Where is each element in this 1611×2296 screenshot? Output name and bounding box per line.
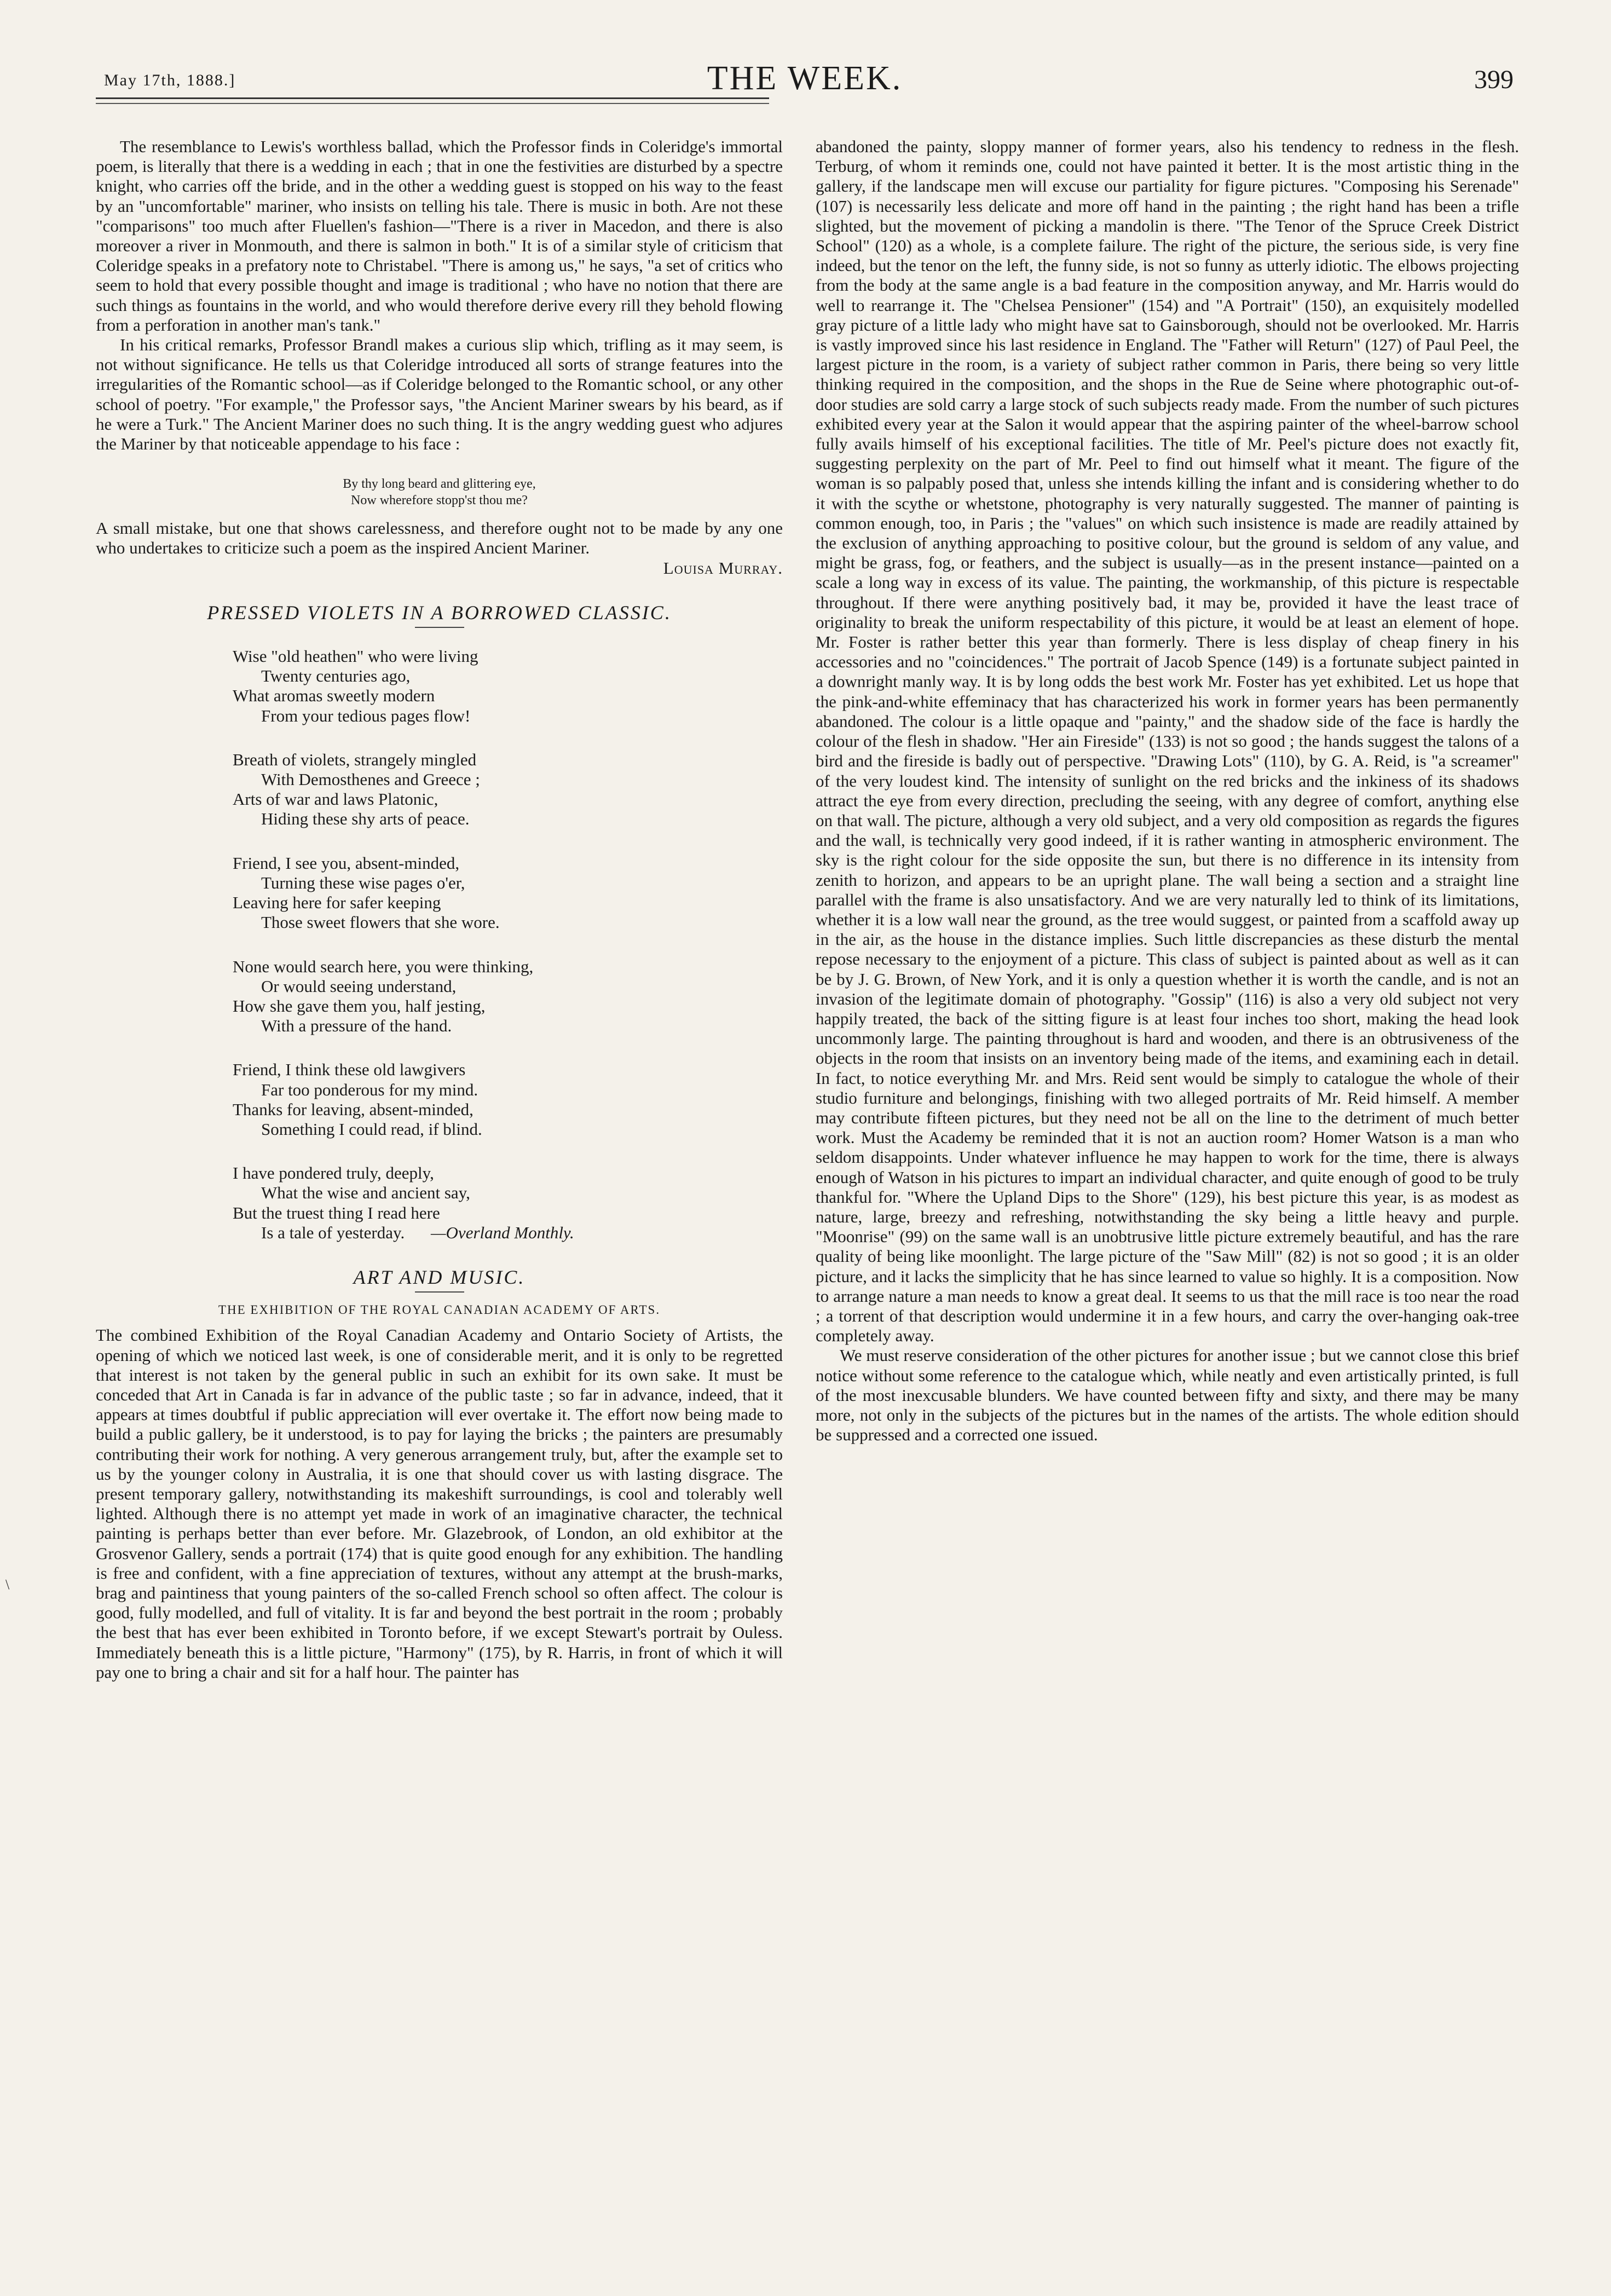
poem-line: Arts of war and laws Platonic, [233, 789, 438, 809]
poem-title: PRESSED VIOLETS IN A BORROWED CLASSIC. [207, 601, 672, 624]
poem-line: Friend, I see you, absent-minded, [233, 853, 460, 873]
poem-line: Twenty centuries ago, [261, 666, 411, 686]
poem-line: Something I could read, if blind. [261, 1119, 482, 1139]
masthead-title: THE WEEK. [707, 60, 903, 97]
header-rule-thin [96, 103, 769, 104]
poem-line: But the truest thing I read here [233, 1203, 440, 1222]
section-title: ART AND MUSIC. [353, 1266, 526, 1288]
signature-line [96, 558, 783, 578]
paragraph-text: A small mistake, but one that shows carelessness, and therefore ought not to be made by any one who undertakes to criticize such a poem as the inspired Ancient Mariner. [96, 518, 783, 558]
poem-line: Wise "old heathen" who were living [233, 647, 478, 666]
stanza [233, 750, 783, 829]
poem [233, 647, 783, 1243]
divider [415, 1291, 464, 1293]
poem-line: What the wise and ancient say, [261, 1183, 470, 1203]
quote-line: By thy long beard and glittering eye, [343, 477, 536, 492]
page-header [96, 59, 1514, 103]
block-quote [96, 476, 783, 509]
art-paragraph: The combined Exhibition of the Royal Canadian Academy and Ontario Society of Artists, the opening of which we noticed last week, is one of considerable merit, and it is only to be regretted that interest is not taken by the general public in such an exhibit for its own sake. It must be conceded that Art in Canada is far in advance of the public taste ; so far in advance, indeed, that it appears at times doubtful if public appreciation will ever overtake it. The effort now being made to build a public gallery, be it understood, is to pay for laying the bricks ; the painters are presumably contributing their work for nothing. A very generous arrangement truly, but, after the example set to us by the younger colony in Australia, it is one that should cover us with lasting disgrace. The present temporary gallery, notwithstanding its makeshift surroundings, is cool and tolerably well lighted. Although there is no attempt yet made in work of an imaginative character, the technical painting is perhaps better than ever before. Mr. Glazebrook, of London, an old exhibitor at the Grosvenor Gallery, sends a portrait (174) that is quite good enough for any exhibition. The handling is free and confident, with a fine appreciation of textures, without any attempt at the brush-marks, brag and paintiness that young painters of the so-called French school so often affect. The colour is good, fully modelled, and full of vitality. It is far and beyond the best portrait in the room ; probably the best that has ever been exhibited in Toronto before, if we except Stewart's portrait by Ouless. Immediately beneath this is a little picture, "Harmony" (175), by R. Harris, in front of which it will pay one to bring a chair and sit for a half hour. The painter has [96, 1325, 783, 1682]
poem-line: Leaving here for safer keeping [233, 893, 441, 913]
divider [415, 627, 464, 628]
poem-line: Is a tale of yesterday. [261, 1222, 405, 1242]
poem-line: Thanks for leaving, absent-minded, [233, 1099, 474, 1119]
article-subhead: THE EXHIBITION OF THE ROYAL CANADIAN ACADEMY OF ARTS. [218, 1303, 661, 1317]
poem-line: Far too ponderous for my mind. [261, 1080, 478, 1099]
poem-line: Breath of violets, strangely mingled [233, 749, 477, 769]
quote-line: Now wherefore stopp'st thou me? [351, 493, 528, 508]
poem-line: With a pressure of the hand. [261, 1016, 452, 1036]
poem-line: From your tedious pages flow! [261, 706, 471, 725]
poem-line: Hiding these shy arts of peace. [261, 809, 470, 829]
poem-line: Turning these wise pages o'er, [261, 873, 465, 892]
coleridge-paragraph-2: In his critical remarks, Professor Brandl makes a curious slip which, trifling as it may seem, is not without significance. He tells us that Coleridge introduced all sorts of strange features into the irregularities of the Romantic school—as if Coleridge belonged to the Romantic school, or any other school of poetry. "For example," the Professor says, "the Ancient Mariner swears by his beard, as if he were a Turk." The Ancient Mariner does no such thing. It is the angry wedding guest who adjures the Mariner by that noticeable appendage to his face : [96, 335, 783, 454]
right-column [816, 137, 1519, 1445]
poem-line: Those sweet flowers that she wore. [261, 913, 500, 932]
poem-line-final [233, 1223, 783, 1243]
stanza [233, 853, 783, 933]
poem-line: I have pondered truly, deeply, [233, 1163, 434, 1183]
art-paragraph-closing: We must reserve consideration of the other pictures for another issue ; but we cannot close this brief notice without some reference to the catalogue which, while neatly and even artistically printed, is full of the most inexcusable blunders. We have counted between fifty and sixty, and there may be many more, not only in the subjects of the pictures but in the names of the artists. The whole edition should be suppressed and a corrected one issued. [816, 1346, 1519, 1445]
stanza [233, 1060, 783, 1139]
left-column [96, 137, 783, 1682]
poem-line: Or would seeing understand, [261, 976, 457, 996]
coleridge-paragraph-3 [96, 518, 783, 578]
poem-line: With Demosthenes and Greece ; [261, 770, 480, 789]
page-number: 399 [1474, 65, 1514, 94]
issue-date: May 17th, 1888.] [104, 71, 236, 89]
stanza [233, 647, 783, 726]
header-rule [96, 97, 769, 99]
author-signature: Louisa Murray. [663, 558, 783, 578]
poem-line: None would search here, you were thinking, [233, 956, 534, 976]
margin-mark: \ [5, 1577, 10, 1593]
coleridge-paragraph-1: The resemblance to Lewis's worthless ballad, which the Professor finds in Coleridge's immortal poem, is literally that there is a wedding in each ; that in one the festivities are disturbed by a spectre knight, who carries off the bride, and in the other a wedding guest is stopped on his way to the feast by an "uncomfortable" mariner, who insists on telling his tale. There is music in both. Are not these "comparisons" too much after Fluellen's fashion—"There is a river in Macedon, and there is also moreover a river in Monmouth, and there is salmon in both." It is of a similar style of criticism that Coleridge speaks in a prefatory note to Christabel. "There is among us," he says, "a set of critics who seem to hold that every possible thought and image is traditional ; who have no notion that there are such things as fountains in the world, and who would therefore derive every rill they behold flowing from a perforation in another man's tank." [96, 137, 783, 334]
poem-credit: —Overland Monthly. [430, 1222, 574, 1242]
art-paragraph-continued: abandoned the painty, sloppy manner of former years, also his tendency to redness in the flesh. Terburg, of whom it reminds one, could not have painted it better. It is the most artistic thing in the gallery, if the landscape men will excuse our partiality for figure pictures. "Composing his Serenade" (107) is necessarily less delicate and more off hand in the painting ; the right hand has been a trifle slighted, but the movement of picking a mandolin is there. "The Tenor of the Spruce Creek District School" (120) as a whole, is a complete failure. The right of the picture, the serious side, is very fine indeed, but the tenor on the left, the funny side, is not so funny as utterly idiotic. The elbows projecting from the body at the same angle is a bad feature in the composition anyway, and Mr. Harris would do well to rearrange it. The "Chelsea Pensioner" (154) and "A Portrait" (150), an exquisitely modelled gray picture of a little lady who might have sat to Gainsborough, should not be overlooked. Mr. Harris is vastly improved since his last residence in England. The "Father will Return" (127) of Paul Peel, the largest picture in the room, is a variety of subject rather common in Paris, there being so very little thinking required in the composition, and the shops in the Rue de Seine where photographic out-of-door studies are sold carry a large stock of such subjects ready made. From the number of such pictures exhibited every year at the Salon it would appear that the aspiring painter of the wheel-barrow school fully avails himself of his exceptional facilities. The title of Mr. Peel's picture does not exactly fit, suggesting perplexity on the part of Mr. Peel to find out himself what it meant. The figure of the woman is so palpably posed that, unless she intends killing the infant and is considering whether to do it with the scythe or whetstone, photography is very naturally suggested. The manner of painting is common enough, too, in Paris ; the "values" on which such insistence is made are readily attained by the exclusion of anything approaching to positive colour, but the ground is seldom of any value, and might be grass, fog, or feathers, and the subject is usually—as in the present instance—painted on a scale a long way in excess of its value. The painting, the workmanship, of this picture is respectable throughout. If there were anything positively bad, it may be, provided it have the least trace of originality to break the uniform respectability of this picture, it would be at least an element of hope. Mr. Foster is rather better this year than formerly. There is less display of cheap finery in his accessories and no "coincidences." The portrait of Jacob Spence (149) is a fortunate subject painted in a downright manly way. It is by long odds the best work Mr. Foster has yet exhibited. Let us hope that the pink-and-white effeminacy that has characterized his work in former years has been permanently abandoned. The colour is a little opaque and "painty," and the shadow side of the face is hardly the colour of the flesh in shadow. "Her ain Fireside" (133) is not so good ; the hands suggest the talons of a bird and the fireside is badly out of perspective. "Drawing Lots" (110), by G. A. Reid, is "a screamer" of the very loudest kind. The intensity of sunlight on the red bricks and the inkiness of its shadows attract the eye from every direction, precluding the seeing, with any degree of comfort, anything else on that wall. The picture, although a very old subject, and a very old composition as regards the figures and the wall, is technically very good indeed, if it is rather wanting in atmospheric environment. The sky is the right colour for the side opposite the sun, but there is no difference in its intensity from zenith to horizon, and appears to be an upright plane. The wall being a section and a straight line parallel with the frame is also unsatisfactory. And we are very naturally led to think of its limitations, whether it is a low wall near the ground, as the tree would suggest, or painted from a scaffold away up in the air, as the house in the distance implies. Such little discrepancies as these disturb the mental repose necessary to the enjoyment of a picture. This class of subject is painted about as well as it can be by J. G. Brown, of New York, and it is only a question whether it is worth the candle, and is not an invasion of the legitimate domain of photography. "Gossip" (116) is also a very old subject not very happily treated, the back of the sitting figure is at least four inches too short, making the head look uncommonly large. The painting throughout is hard and wooden, and there is an obtrusiveness of the objects in the room that insists on an inventory being made of the items, and examining each in detail. In fact, to notice everything Mr. and Mrs. Reid sent would be simply to catalogue the whole of their studio furniture and belongings, finishing with two alleged portraits of Mr. Reid himself. A member may contribute fifteen pictures, but they need not be all on the line to the detriment of much better work. Must the Academy be reminded that it is not an auction room? Homer Watson is a man who seldom disappoints. Under whatever influence he may happen to work for the time, there is always enough of Watson in his pictures to impart an individual character, and quite enough of good to be truly thankful for. "Where the Upland Dips to the Shore" (129), his best picture this year, is as modest as nature, large, breezy and refreshing, notwithstanding the sky being a little heavy and purple. "Moonrise" (99) on the same wall is an unobtrusive little picture extremely beautiful, and has the rare quality of being like moonlight. The large picture of the "Saw Mill" (82) is not so good ; it is an older picture, and it lacks the simplicity that he has since learned to value so highly. It is a composition. Now to arrange nature a man needs to know a great deal. It seems to us that the mill race is too near the road ; a torrent of that description would undermine it in a few hours, and carry the over-hanging oak-tree completely away. [816, 137, 1519, 1346]
poem-line: Friend, I think these old lawgivers [233, 1060, 466, 1080]
poem-line: How she gave them you, half jesting, [233, 996, 486, 1016]
stanza [233, 957, 783, 1036]
poem-line: What aromas sweetly modern [233, 686, 435, 706]
stanza [233, 1163, 783, 1243]
